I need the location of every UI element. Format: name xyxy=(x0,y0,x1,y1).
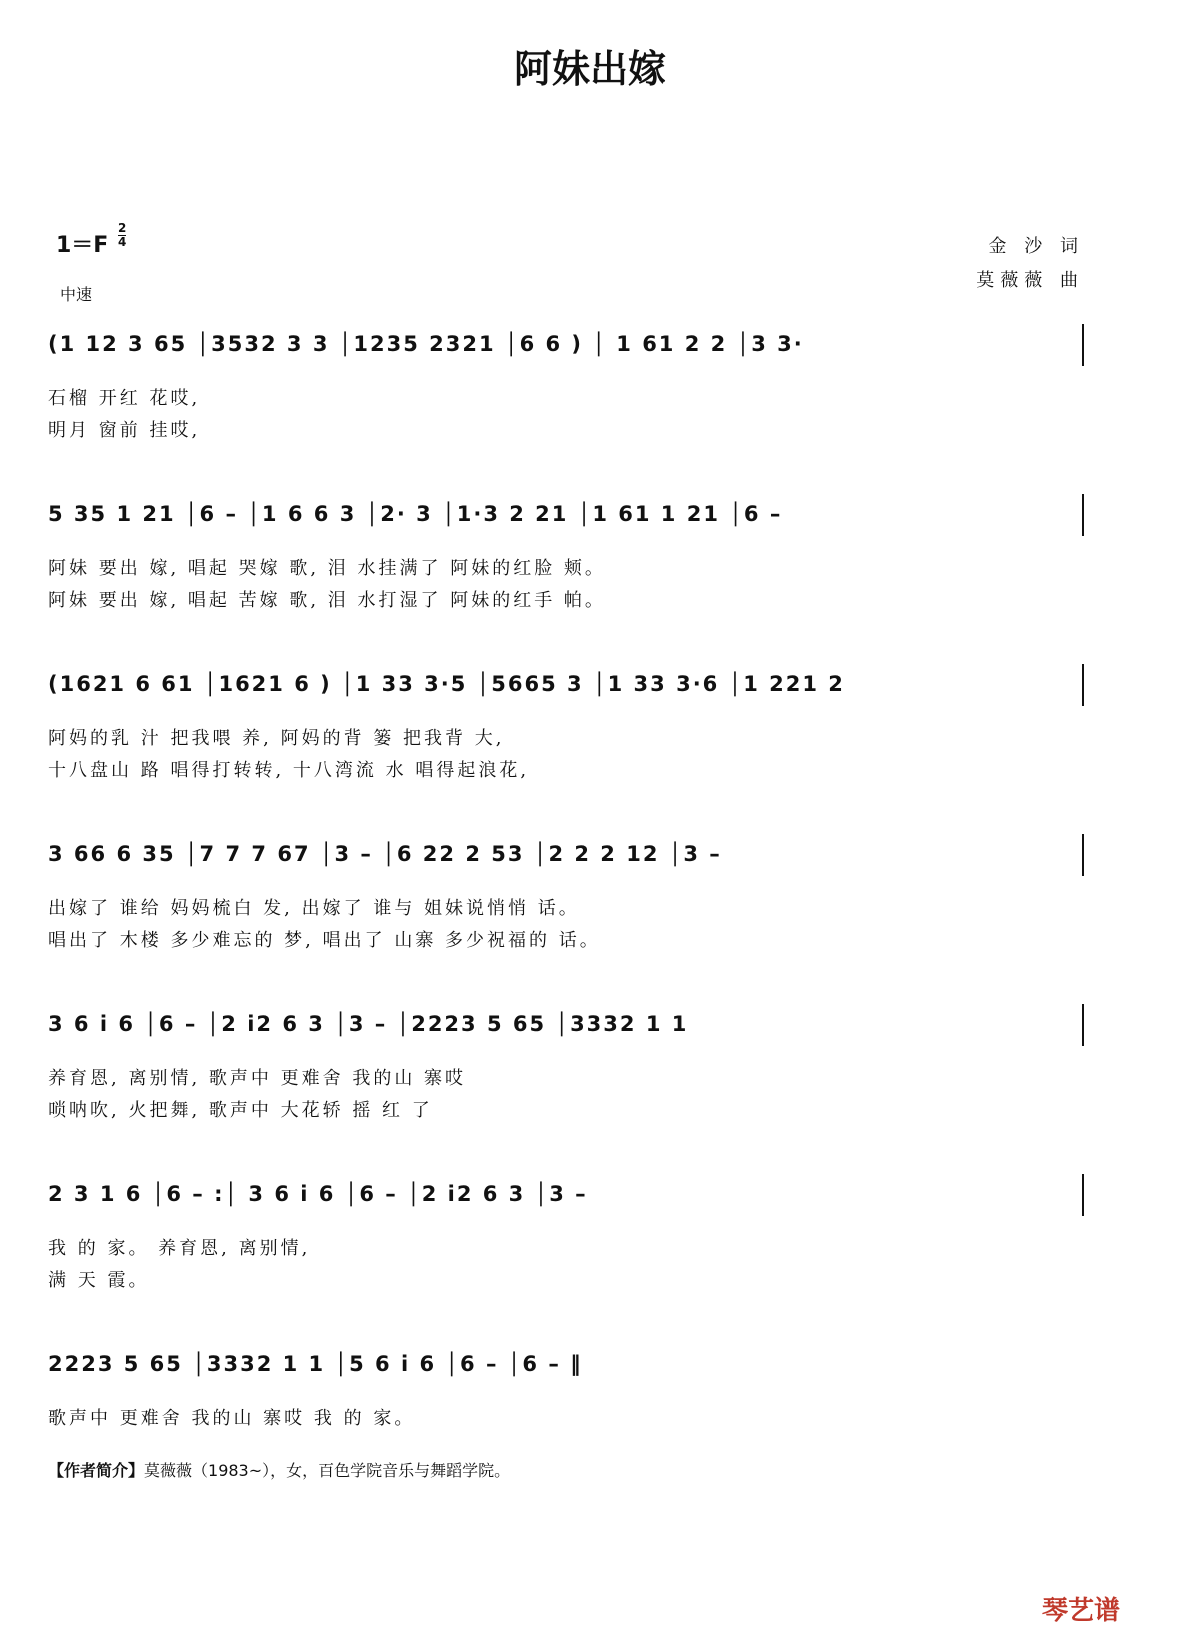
lyrics-verse-1: 出嫁了 谁给 妈妈梳白 发, 出嫁了 谁与 姐妹说悄悄 话。 xyxy=(48,898,580,919)
notes-line: (1 12 3 65 │3532 3 3 │1235 2321 │6 6 ) │ 1 61 2 2 │3 3· xyxy=(48,332,804,356)
notes-line: 2 3 1 6 │6 – :│ 3 6 i 6 │6 – │2 i2 6 3 │3 – xyxy=(48,1182,588,1206)
author-note-text: 莫薇薇（1983~），女，百色学院音乐与舞蹈学院。 xyxy=(144,1461,511,1480)
notes-line: (1621 6 61 │1621 6 ) │1 33 3·5 │5665 3 │1 33 3·6 │1 221 2 xyxy=(48,672,845,696)
lyrics-verse-2: 明月 窗前 挂哎, xyxy=(48,420,201,441)
tempo-marking: 中速 xyxy=(60,285,93,304)
time-signature xyxy=(118,222,126,249)
lyrics-verse-2: 阿妹 要出 嫁, 唱起 苦嫁 歌, 泪 水打湿了 阿妹的红手 帕。 xyxy=(48,590,606,611)
score-system-6 xyxy=(0,1182,1180,1312)
notes-line: 5 35 1 21 │6 – │1 6 6 3 │2· 3 │1·3 2 21 │1 61 1 21 │6 – xyxy=(48,502,783,526)
barline xyxy=(1082,494,1084,536)
page-title: 阿妹出嫁 xyxy=(513,46,666,91)
lyrics-verse-1: 阿妈的乳 汁 把我喂 养, 阿妈的背 篓 把我背 大, xyxy=(48,728,505,749)
score-system-4 xyxy=(0,842,1180,972)
author-note xyxy=(48,1458,510,1481)
time-bottom: 4 xyxy=(118,235,127,249)
score-system-2 xyxy=(0,502,1180,632)
author-note-label: 【作者简介】 xyxy=(48,1461,145,1480)
barline xyxy=(1082,664,1084,706)
lyrics-verse-2: 十八盘山 路 唱得打转转, 十八湾流 水 唱得起浪花, xyxy=(48,760,530,781)
barline xyxy=(1082,1004,1084,1046)
notes-line: 3 66 6 35 │7 7 7 67 │3 – │6 22 2 53 │2 2 2 12 │3 – xyxy=(48,842,722,866)
composer-credit: 莫薇薇 曲 xyxy=(976,270,1084,291)
notes-line: 3 6 i 6 │6 – │2 i2 6 3 │3 – │2223 5 65 │3332 1 1 xyxy=(48,1012,689,1036)
barline xyxy=(1082,1174,1084,1216)
barline xyxy=(1082,324,1084,366)
lyrics-verse-1: 我 的 家。 养育恩, 离别情, xyxy=(48,1238,311,1259)
lyrics-verse-1: 石榴 开红 花哎, xyxy=(48,388,201,409)
notes-line: 2223 5 65 │3332 1 1 │5 6 i 6 │6 – │6 – ‖ xyxy=(48,1352,583,1376)
lyrics-verse-1: 歌声中 更难舍 我的山 寨哎 我 的 家。 xyxy=(48,1408,416,1429)
barline xyxy=(1082,834,1084,876)
lyrics-verse-1: 阿妹 要出 嫁, 唱起 哭嫁 歌, 泪 水挂满了 阿妹的红脸 颊。 xyxy=(48,558,606,579)
lyrics-verse-2: 唱出了 木楼 多少难忘的 梦, 唱出了 山寨 多少祝福的 话。 xyxy=(48,930,601,951)
key-signature: 1＝F xyxy=(56,233,109,258)
score-system-1 xyxy=(0,332,1180,462)
time-top: 2 xyxy=(118,221,127,235)
score-system-3 xyxy=(0,672,1180,802)
lyrics-verse-2: 满 天 霞。 xyxy=(48,1270,150,1291)
score-system-5 xyxy=(0,1012,1180,1142)
lyrics-verse-1: 养育恩, 离别情, 歌声中 更难舍 我的山 寨哎 xyxy=(48,1068,467,1089)
lyrics-verse-2: 唢呐吹, 火把舞, 歌声中 大花轿 摇 红 了 xyxy=(48,1100,433,1121)
lyricist-credit: 金 沙 词 xyxy=(988,236,1084,257)
brand-logo: 琴艺谱 xyxy=(1041,1596,1120,1626)
